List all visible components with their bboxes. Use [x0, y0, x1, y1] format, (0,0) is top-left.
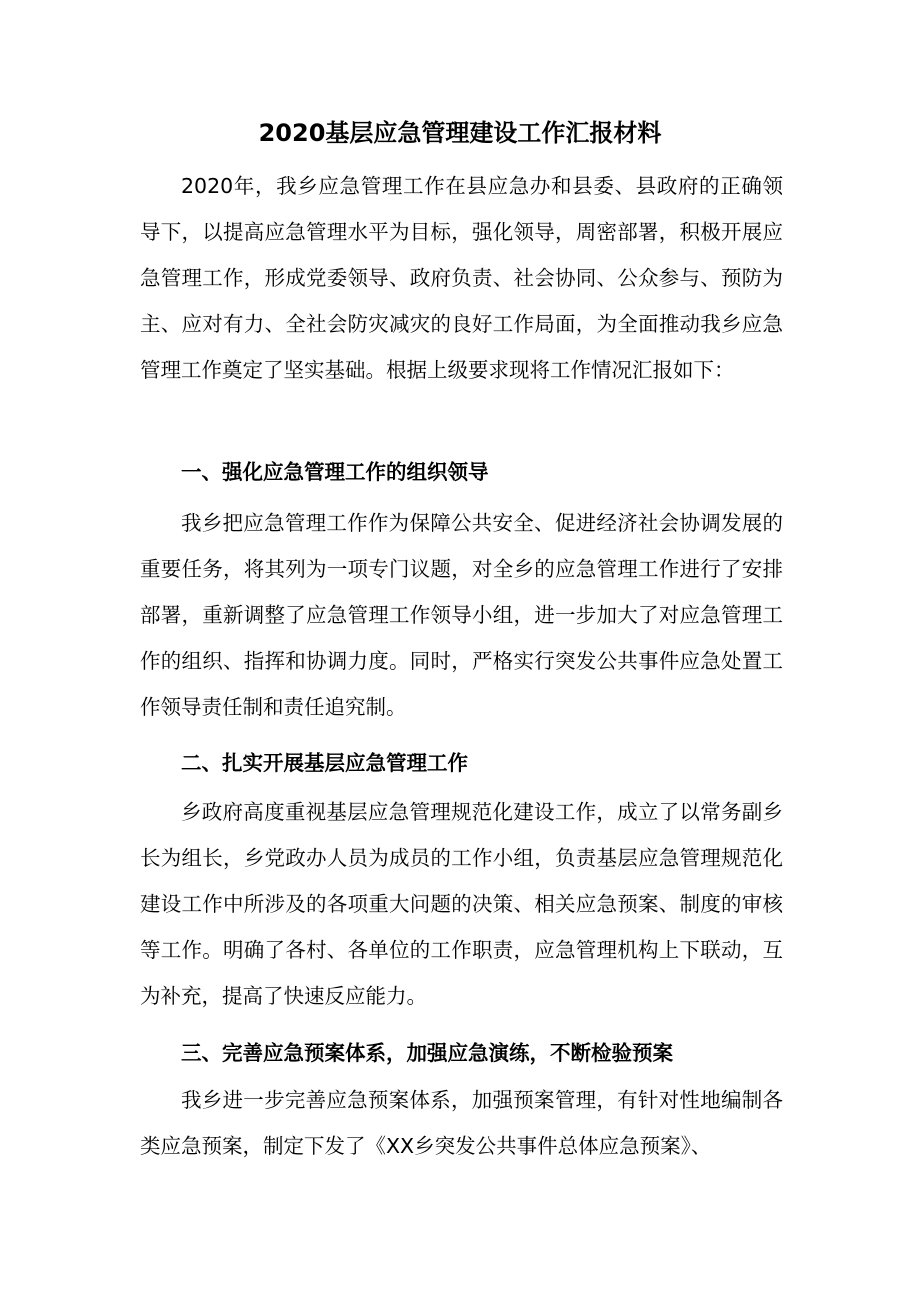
section-heading-3: 三、完善应急预案体系，加强应急演练，不断检验预案: [181, 1041, 673, 1065]
section-paragraph-2: 乡政府高度重视基层应急管理规范化建设工作，成立了以常务副乡长为组长，乡党政办人员为成员的工作小组，负责基层应急管理规范化建设工作中所涉及的各项重大问题的决策、相关应急预案、制度的审核等工作。明确了各村、各单位的工作职责，应急管理机构上下联动，互为补充，提高了快速反应能力。: [140, 800, 783, 1008]
intro-paragraph: 2020年，我乡应急管理工作在县应急办和县委、县政府的正确领导下，以提高应急管理水平为目标，强化领导，周密部署，积极开展应急管理工作，形成党委领导、政府负责、社会协同、公众参与、预防为主、应对有力、全社会防灾减灾的良好工作局面，为全面推动我乡应急管理工作奠定了坚实基础。根据上级要求现将工作情况汇报如下：: [140, 174, 783, 382]
section-heading-2: 二、扎实开展基层应急管理工作: [181, 751, 468, 775]
section-heading-1: 一、强化应急管理工作的组织领导: [181, 460, 489, 484]
section-paragraph-1: 我乡把应急管理工作作为保障公共安全、促进经济社会协调发展的重要任务，将其列为一项专门议题，对全乡的应急管理工作进行了安排部署，重新调整了应急管理工作领导小组，进一步加大了对应急管理工作的组织、指挥和协调力度。同时，严格实行突发公共事件应急处置工作领导责任制和责任追究制。: [140, 511, 783, 719]
document-title: 2020基层应急管理建设工作汇报材料: [258, 119, 662, 147]
section-paragraph-3: 我乡进一步完善应急预案体系，加强预案管理，有针对性地编制各类应急预案，制定下发了《XX乡突发公共事件总体应急预案》、: [140, 1088, 783, 1158]
